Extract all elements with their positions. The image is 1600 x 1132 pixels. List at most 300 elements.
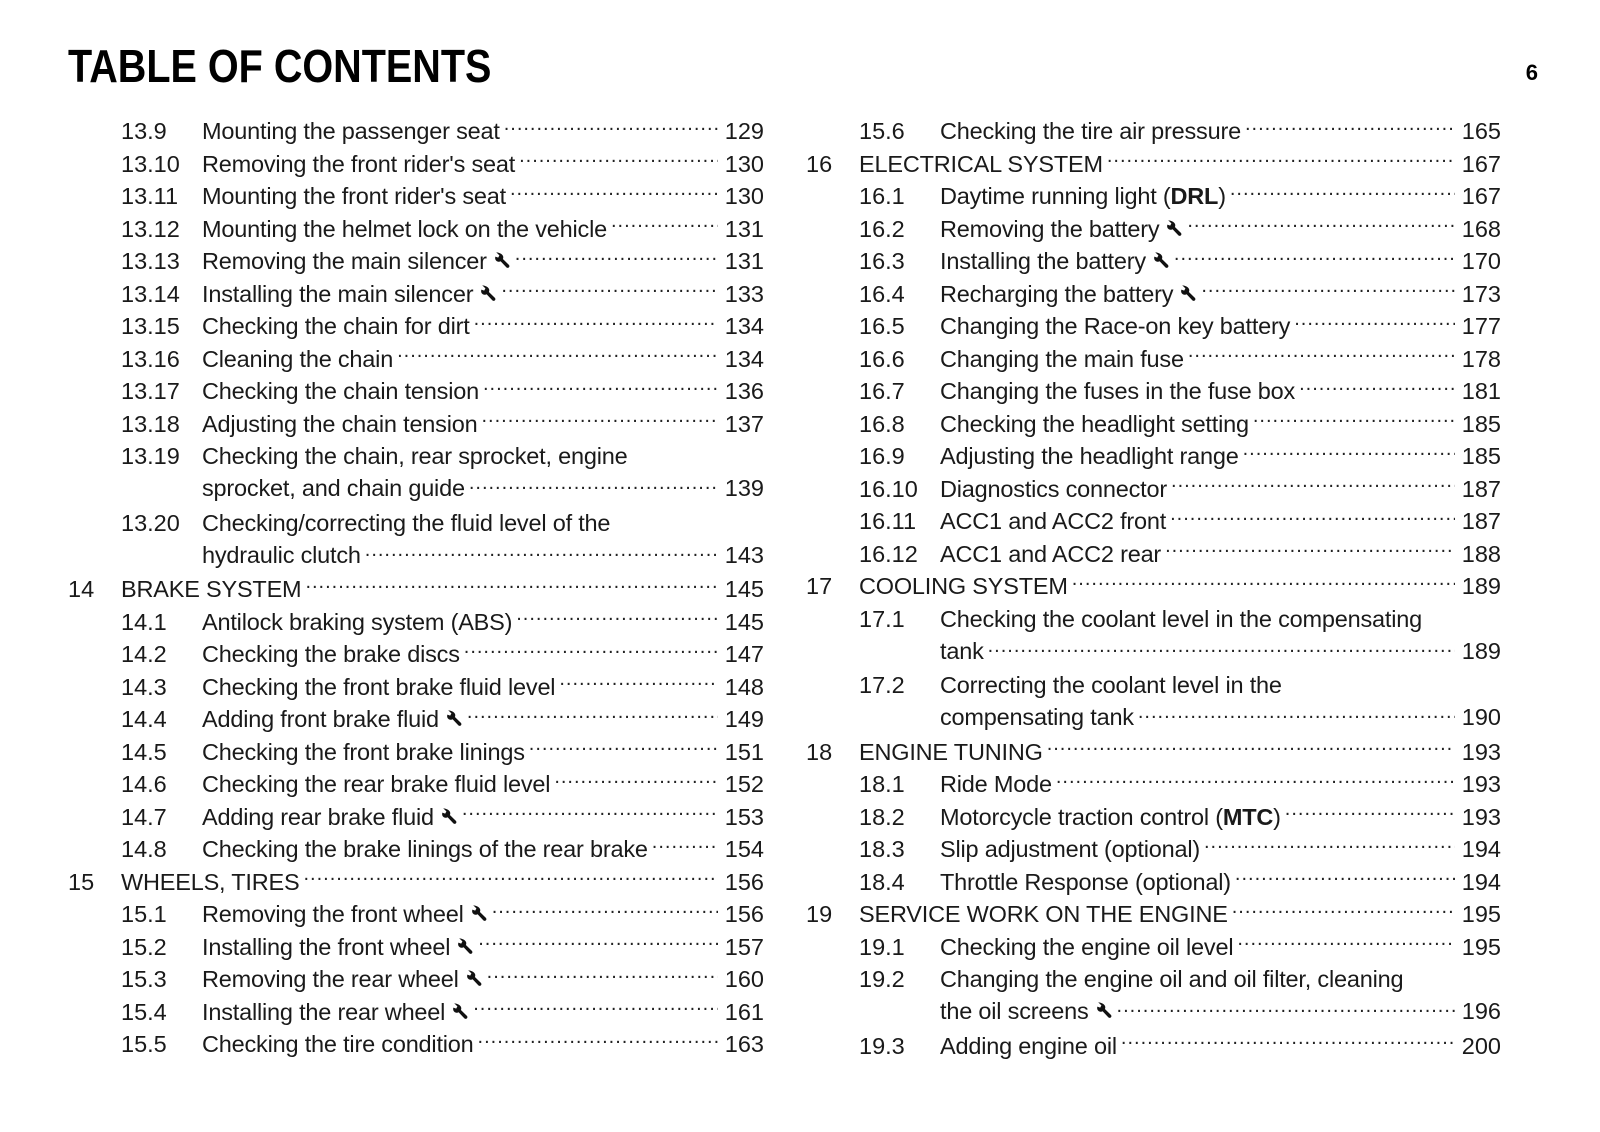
page-ref[interactable]: 134: [724, 345, 764, 372]
entry-title[interactable]: [940, 180, 1226, 213]
page-ref[interactable]: 156: [724, 868, 764, 895]
toc-section-entry[interactable]: [68, 148, 764, 181]
chapter-number: 14: [68, 576, 95, 602]
page-ref[interactable]: 131: [724, 248, 764, 274]
entry-body: [940, 1030, 1501, 1063]
section-number: 14.1: [121, 608, 167, 635]
entry-body: [202, 638, 764, 671]
entry-line: [202, 180, 764, 213]
entry-line: [202, 963, 764, 996]
entry-line: [202, 278, 764, 311]
entry-line: [859, 736, 1501, 769]
page-ref[interactable]: 181: [1461, 378, 1501, 404]
toc-section-entry[interactable]: [68, 833, 764, 866]
entry-title[interactable]: sprocket, and chain guide: [202, 475, 465, 501]
entry-body: [202, 148, 764, 181]
entry-line: [202, 473, 764, 503]
page-ref[interactable]: 156: [724, 901, 764, 927]
entry-title[interactable]: Checking/correcting the fluid level of the: [202, 509, 611, 536]
page-ref[interactable]: 193: [1461, 803, 1501, 830]
entry-body: [202, 801, 764, 834]
page-ref[interactable]: 154: [724, 836, 764, 862]
dot-leader: [397, 343, 718, 367]
entry-title[interactable]: Checking the front brake linings: [202, 738, 525, 765]
entry-title[interactable]: Cleaning the chain: [202, 345, 394, 372]
entry-title[interactable]: the oil screens: [940, 998, 1089, 1024]
entry-title[interactable]: Checking the rear brake fluid level: [202, 771, 551, 797]
entry-title[interactable]: tank: [940, 637, 984, 664]
toc-section-entry[interactable]: [68, 801, 764, 834]
entry-line: [859, 148, 1501, 181]
entry-line: [940, 538, 1501, 571]
toc-section-entry[interactable]: [806, 963, 1501, 1025]
entry-body: [940, 473, 1501, 506]
entry-body: [121, 866, 764, 899]
dot-leader: [492, 899, 718, 923]
entry-title[interactable]: Diagnostics connector: [940, 475, 1168, 502]
page-ref[interactable]: 149: [724, 706, 764, 732]
entry-line: [202, 996, 764, 1029]
section-number: 16.2: [859, 215, 905, 242]
entry-body: [202, 507, 764, 569]
dot-leader: [510, 181, 718, 205]
entry-title[interactable]: ACC1 and ACC2 front: [940, 508, 1167, 534]
toc-section-entry[interactable]: [806, 440, 1501, 473]
title-acronym: DRL: [1170, 183, 1219, 209]
title-part: Daytime running light (: [940, 183, 1171, 209]
entry-line: [940, 963, 1501, 996]
entry-title[interactable]: Checking the chain, rear sprocket, engine: [202, 443, 628, 469]
page-ref[interactable]: 187: [1461, 508, 1501, 534]
section-number: 16.9: [859, 443, 905, 469]
entry-line: [940, 343, 1501, 376]
entry-line: [202, 408, 764, 441]
entry-body: [202, 768, 764, 801]
entry-body: [940, 180, 1501, 213]
toc-chapter-entry[interactable]: [806, 148, 1501, 181]
toc-section-entry[interactable]: [68, 507, 764, 569]
toc-chapter-entry[interactable]: [806, 898, 1501, 931]
dot-leader: [1072, 571, 1455, 595]
toc-section-entry[interactable]: [68, 310, 764, 343]
entry-title[interactable]: Slip adjustment (optional): [940, 836, 1200, 862]
section-number: 16.8: [859, 410, 905, 437]
entry-title[interactable]: Checking the headlight setting: [940, 410, 1249, 437]
section-number: 18.1: [859, 771, 905, 797]
toc-chapter-entry[interactable]: [806, 570, 1501, 603]
entry-line: [202, 736, 764, 769]
toc-section-entry[interactable]: [68, 898, 764, 931]
dot-leader: [365, 539, 718, 563]
entry-title[interactable]: compensating tank: [940, 704, 1134, 730]
entry-title[interactable]: SERVICE WORK ON THE ENGINE: [859, 901, 1228, 927]
page-ref[interactable]: 161: [724, 998, 764, 1025]
toc-section-entry[interactable]: [806, 310, 1501, 343]
page-ref[interactable]: 157: [724, 933, 764, 960]
page-ref[interactable]: 187: [1461, 475, 1501, 502]
entry-title[interactable]: Checking the tire air pressure: [940, 118, 1241, 144]
toc-section-entry[interactable]: [806, 115, 1501, 148]
dot-leader: [554, 769, 718, 793]
entry-body: [202, 963, 764, 996]
dot-leader: [469, 473, 718, 497]
entry-line: [940, 473, 1501, 506]
entry-body: [202, 245, 764, 278]
entry-title[interactable]: Checking the tire condition: [202, 1031, 474, 1057]
section-number: 16.4: [859, 280, 905, 307]
page-ref[interactable]: 189: [1461, 637, 1501, 664]
page-ref[interactable]: 152: [724, 771, 764, 797]
entry-title[interactable]: Removing the rear wheel: [202, 966, 459, 992]
toc-section-entry[interactable]: [806, 213, 1501, 246]
section-number: 13.14: [121, 280, 180, 307]
dot-leader: [1253, 408, 1455, 432]
toc-chapter-entry[interactable]: [68, 573, 764, 606]
dot-leader: [501, 278, 718, 302]
wrench-icon: [445, 709, 463, 727]
chapter-number: 18: [806, 738, 833, 765]
entry-line: [121, 866, 764, 899]
entry-body: [202, 931, 764, 964]
page-ref[interactable]: 173: [1461, 280, 1501, 307]
entry-body: [202, 343, 764, 376]
toc-section-entry[interactable]: [68, 213, 764, 246]
toc-section-entry[interactable]: [806, 473, 1501, 506]
page-ref[interactable]: 185: [1461, 443, 1501, 469]
section-number: 14.7: [121, 803, 167, 830]
dot-leader: [519, 148, 718, 172]
page-ref[interactable]: 189: [1461, 573, 1501, 599]
entry-title[interactable]: Changing the fuses in the fuse box: [940, 378, 1296, 404]
toc-section-entry[interactable]: [68, 963, 764, 996]
dot-leader: [652, 834, 718, 858]
toc-section-entry[interactable]: [68, 278, 764, 311]
entry-body: [940, 963, 1501, 1025]
toc-section-entry[interactable]: [806, 343, 1501, 376]
toc-section-entry[interactable]: [806, 505, 1501, 538]
entry-title[interactable]: ENGINE TUNING: [859, 738, 1043, 765]
toc-section-entry[interactable]: [806, 833, 1501, 866]
title-acronym: MTC: [1222, 803, 1274, 830]
entry-body: [940, 866, 1501, 899]
entry-body: [940, 603, 1501, 665]
entry-body: [202, 606, 764, 639]
entry-line: [202, 115, 764, 148]
dot-leader: [1165, 538, 1455, 562]
toc-section-entry[interactable]: [806, 408, 1501, 441]
entry-body: [121, 573, 764, 606]
entry-title[interactable]: Mounting the passenger seat: [202, 118, 500, 144]
toc-section-entry[interactable]: [806, 768, 1501, 801]
dot-leader: [1235, 866, 1455, 890]
page-ref[interactable]: 165: [1461, 118, 1501, 144]
section-number: 17.1: [859, 605, 905, 632]
entry-body: [940, 375, 1501, 408]
dot-leader: [1171, 473, 1455, 497]
toc-chapter-entry[interactable]: [68, 866, 764, 899]
entry-line: [940, 996, 1501, 1026]
toc-section-entry[interactable]: [68, 408, 764, 441]
entry-line: [202, 440, 764, 473]
entry-title[interactable]: Installing the front wheel: [202, 933, 451, 960]
dot-leader: [303, 866, 718, 890]
page-ref[interactable]: 129: [724, 118, 764, 144]
toc-section-entry[interactable]: [68, 671, 764, 704]
toc-section-entry[interactable]: [806, 801, 1501, 834]
entry-title[interactable]: WHEELS, TIRES: [121, 868, 300, 895]
page-ref[interactable]: 167: [1461, 150, 1501, 177]
entry-title[interactable]: Adding engine oil: [940, 1032, 1117, 1059]
dot-leader: [467, 704, 718, 728]
page-ref[interactable]: 193: [1461, 771, 1501, 797]
entry-line: [202, 833, 764, 866]
section-number: 16.7: [859, 378, 905, 404]
page-ref[interactable]: 131: [724, 215, 764, 242]
section-number: 16.5: [859, 313, 905, 339]
page-ref[interactable]: 133: [724, 280, 764, 307]
entry-title[interactable]: Mounting the helmet lock on the vehicle: [202, 215, 607, 242]
entry-title[interactable]: Changing the engine oil and oil filter, cleaning: [940, 966, 1404, 992]
entry-line: [859, 570, 1501, 603]
dot-leader: [988, 635, 1455, 659]
toc-section-entry[interactable]: [806, 245, 1501, 278]
page-number: 6: [1525, 60, 1538, 85]
entry-title[interactable]: Antilock braking system (ABS): [202, 608, 513, 635]
entry-title[interactable]: Installing the main silencer: [202, 280, 474, 307]
page-ref[interactable]: 200: [1461, 1032, 1501, 1059]
entry-body: [940, 213, 1501, 246]
page-ref[interactable]: 153: [724, 803, 764, 830]
toc-section-entry[interactable]: [806, 1030, 1501, 1063]
toc-section-entry[interactable]: [68, 343, 764, 376]
page-ref[interactable]: 170: [1461, 248, 1501, 274]
page-ref[interactable]: 188: [1461, 540, 1501, 567]
page-ref[interactable]: 193: [1461, 738, 1501, 765]
dot-leader: [1121, 1030, 1455, 1054]
page-ref[interactable]: 130: [724, 150, 764, 177]
section-number: 15.5: [121, 1031, 167, 1057]
entry-body: [940, 115, 1501, 148]
entry-line: [202, 310, 764, 343]
entry-title[interactable]: Checking the brake linings of the rear brake: [202, 836, 648, 862]
entry-title[interactable]: Adding front brake fluid: [202, 706, 439, 732]
entry-title[interactable]: Installing the battery: [940, 248, 1146, 274]
section-number: 13.17: [121, 378, 180, 404]
page-ref[interactable]: 145: [724, 576, 764, 602]
toc-section-entry[interactable]: [68, 736, 764, 769]
section-number: 16.11: [859, 508, 917, 534]
page-ref[interactable]: 177: [1461, 313, 1501, 339]
entry-body: [859, 148, 1501, 181]
section-number: 13.12: [121, 215, 180, 242]
toc-section-entry[interactable]: [806, 603, 1501, 665]
toc-section-entry[interactable]: [68, 606, 764, 639]
dot-leader: [474, 311, 718, 335]
entry-title[interactable]: Recharging the battery: [940, 280, 1174, 307]
entry-line: [940, 213, 1501, 246]
toc-section-entry[interactable]: [806, 669, 1501, 731]
entry-title[interactable]: ELECTRICAL SYSTEM: [859, 150, 1103, 177]
entry-line: [940, 1030, 1501, 1063]
page-ref[interactable]: 134: [724, 313, 764, 339]
entry-line: [202, 671, 764, 704]
entry-title[interactable]: Adjusting the headlight range: [940, 443, 1239, 469]
page-ref[interactable]: 190: [1461, 704, 1501, 730]
toc-section-entry[interactable]: [806, 931, 1501, 964]
entry-title[interactable]: [940, 801, 1281, 834]
entry-body: [940, 343, 1501, 376]
entry-title[interactable]: Adding rear brake fluid: [202, 803, 434, 830]
entry-title[interactable]: Removing the battery: [940, 215, 1160, 242]
section-number: 19.3: [859, 1032, 905, 1059]
entry-title[interactable]: Installing the rear wheel: [202, 998, 446, 1025]
page-ref[interactable]: 196: [1461, 998, 1501, 1024]
entry-title[interactable]: Checking the chain tension: [202, 378, 479, 404]
page-ref[interactable]: 147: [724, 641, 764, 667]
section-number: 18.2: [859, 803, 905, 830]
entry-body: [202, 898, 764, 931]
page-ref[interactable]: 194: [1461, 836, 1501, 862]
dot-leader: [559, 671, 718, 695]
page-ref[interactable]: 130: [724, 183, 764, 209]
wrench-icon: [465, 969, 483, 987]
dot-leader: [473, 996, 718, 1020]
section-number: 13.15: [121, 313, 180, 339]
dot-leader: [1170, 506, 1455, 530]
entry-title[interactable]: Adjusting the chain tension: [202, 410, 478, 437]
dot-leader: [483, 376, 718, 400]
entry-line: [202, 343, 764, 376]
section-number: 15.1: [121, 901, 167, 927]
dot-leader: [504, 116, 718, 140]
page-ref[interactable]: 136: [724, 378, 764, 404]
dot-leader: [1138, 702, 1455, 726]
entry-title[interactable]: COOLING SYSTEM: [859, 573, 1068, 599]
page-ref[interactable]: 145: [724, 608, 764, 635]
entry-line: [940, 375, 1501, 408]
section-number: 14.4: [121, 706, 167, 732]
wrench-icon: [456, 937, 474, 955]
entry-line: [121, 573, 764, 606]
dot-leader: [464, 639, 718, 663]
page-ref[interactable]: 168: [1461, 215, 1501, 242]
entry-title[interactable]: Ride Mode: [940, 771, 1052, 797]
section-number: 13.9: [121, 118, 167, 144]
entry-title[interactable]: Checking the brake discs: [202, 641, 460, 667]
entry-line: [202, 148, 764, 181]
toc-section-entry[interactable]: [68, 180, 764, 213]
entry-body: [202, 278, 764, 311]
entry-title[interactable]: Changing the main fuse: [940, 345, 1184, 372]
toc-section-entry[interactable]: [68, 996, 764, 1029]
toc-section-entry[interactable]: [68, 245, 764, 278]
dot-leader: [516, 606, 718, 630]
entry-body: [202, 213, 764, 246]
entry-line: [202, 213, 764, 246]
entry-line: [940, 833, 1501, 866]
toc-section-entry[interactable]: [806, 180, 1501, 213]
toc-section-entry[interactable]: [68, 638, 764, 671]
page-ref[interactable]: 163: [724, 1031, 764, 1057]
entry-line: [202, 768, 764, 801]
page-ref[interactable]: 148: [724, 673, 764, 700]
entry-title[interactable]: Throttle Response (optional): [940, 868, 1231, 895]
entry-title[interactable]: Removing the main silencer: [202, 248, 487, 274]
section-number: 15.2: [121, 933, 167, 960]
entry-title[interactable]: hydraulic clutch: [202, 541, 361, 568]
toc-section-entry[interactable]: [806, 278, 1501, 311]
entry-line: [202, 507, 764, 540]
section-number: 13.18: [121, 410, 180, 437]
toc-section-entry[interactable]: [806, 375, 1501, 408]
page-ref[interactable]: 178: [1461, 345, 1501, 372]
entry-title[interactable]: Mounting the front rider's seat: [202, 183, 506, 209]
toc-section-entry[interactable]: [68, 440, 764, 502]
entry-title[interactable]: Checking the chain for dirt: [202, 313, 470, 339]
entry-title[interactable]: Removing the front wheel: [202, 901, 464, 927]
page-ref[interactable]: 194: [1461, 868, 1501, 895]
dot-leader: [529, 736, 718, 760]
page-ref[interactable]: 139: [724, 475, 764, 501]
entry-body: [940, 801, 1501, 834]
entry-title[interactable]: Checking the coolant level in the compensating: [940, 605, 1422, 632]
dot-leader: [1047, 736, 1455, 760]
wrench-icon: [1152, 251, 1170, 269]
toc-section-entry[interactable]: [68, 115, 764, 148]
entry-title[interactable]: Changing the Race-on key battery: [940, 313, 1291, 339]
toc-column-right: [806, 115, 1501, 1062]
entry-body: [940, 669, 1501, 731]
toc-section-entry[interactable]: [68, 375, 764, 408]
toc-section-entry[interactable]: [68, 931, 764, 964]
title-part: ): [1218, 183, 1226, 209]
chapter-number: 17: [806, 573, 833, 599]
page-ref[interactable]: 195: [1461, 933, 1501, 960]
entry-title[interactable]: Checking the front brake fluid level: [202, 673, 556, 700]
page-ref[interactable]: 195: [1461, 901, 1501, 927]
entry-title[interactable]: Checking the engine oil level: [940, 933, 1234, 960]
dot-leader: [1174, 246, 1455, 270]
section-number: 16.10: [859, 475, 918, 502]
wrench-icon: [1095, 1001, 1113, 1019]
entry-line: [940, 278, 1501, 311]
entry-title[interactable]: Removing the front rider's seat: [202, 150, 516, 177]
entry-title[interactable]: ACC1 and ACC2 rear: [940, 540, 1162, 567]
entry-line: [940, 245, 1501, 278]
toc-section-entry[interactable]: [806, 866, 1501, 899]
toc-section-entry[interactable]: [68, 703, 764, 736]
section-number: 16.3: [859, 248, 905, 274]
entry-body: [202, 180, 764, 213]
section-number: 13.10: [121, 150, 180, 177]
page-ref[interactable]: 167: [1461, 183, 1501, 209]
toc-section-entry[interactable]: [806, 538, 1501, 571]
page-ref[interactable]: 160: [724, 966, 764, 992]
page-ref[interactable]: 143: [724, 541, 764, 568]
toc-section-entry[interactable]: [68, 1028, 764, 1061]
entry-body: [202, 440, 764, 502]
entry-title[interactable]: BRAKE SYSTEM: [121, 576, 302, 602]
toc-section-entry[interactable]: [68, 768, 764, 801]
page-ref[interactable]: 137: [724, 410, 764, 437]
page-ref[interactable]: 151: [724, 738, 764, 765]
dot-leader: [515, 246, 718, 270]
entry-body: [859, 736, 1501, 769]
dot-leader: [305, 574, 718, 598]
page-ref[interactable]: 185: [1461, 410, 1501, 437]
entry-title[interactable]: Correcting the coolant level in the: [940, 672, 1282, 698]
toc-chapter-entry[interactable]: [806, 736, 1501, 769]
